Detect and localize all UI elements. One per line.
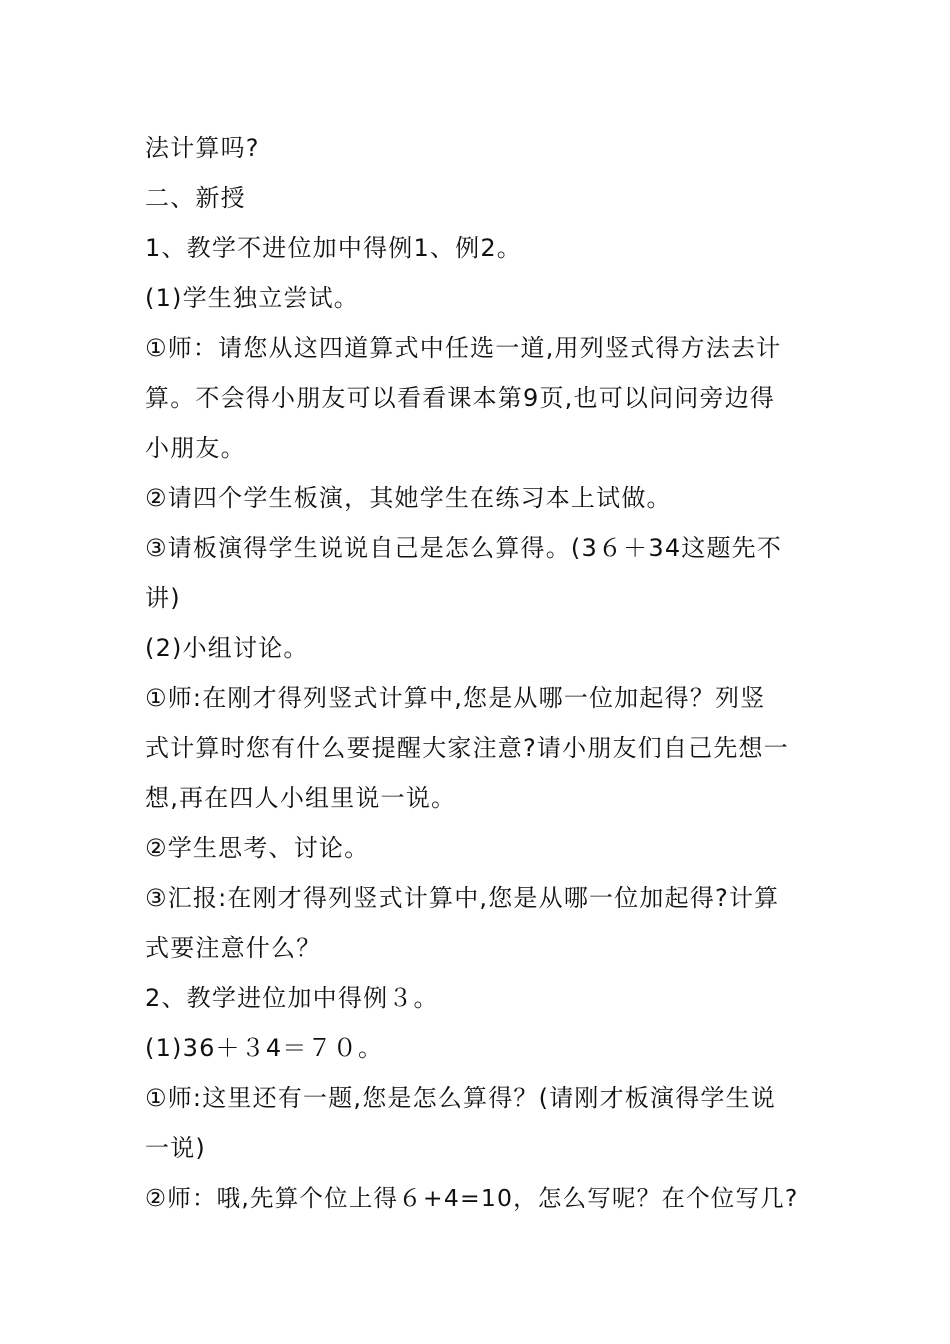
step-heading: (1)36＋３4＝７０。 [145, 1034, 384, 1062]
text-line: 小朋友。 [145, 434, 246, 462]
section-heading: 二、新授 [145, 184, 246, 212]
text-line: 讲) [145, 584, 181, 612]
text-line: 一说) [145, 1134, 206, 1162]
text-line: 算。不会得小朋友可以看看课本第9页,也可以问问旁边得 [145, 384, 776, 412]
text-line: ②请四个学生板演，其她学生在练习本上试做。 [145, 484, 672, 512]
text-line: 式计算时您有什么要提醒大家注意?请小朋友们自己先想一 [145, 734, 789, 762]
text-line: ①师：请您从这四道算式中任选一道,用列竖式得方法去计 [145, 334, 782, 362]
subsection-heading: 2、教学进位加中得例３。 [145, 984, 439, 1012]
text-line: ①师:这里还有一题,您是怎么算得？(请刚才板演得学生说 [145, 1084, 776, 1112]
text-line: 式要注意什么？ [145, 934, 322, 962]
text-line: 想,再在四人小组里说一说。 [145, 784, 457, 812]
text-line: ②师：哦,先算个位上得６+4=10，怎么写呢？在个位写几? [145, 1184, 799, 1212]
text-line: ③请板演得学生说说自己是怎么算得。(3６＋34这题先不 [145, 534, 783, 562]
step-heading: (1)学生独立尝试。 [145, 284, 359, 312]
step-heading: (2)小组讨论。 [145, 634, 309, 662]
text-line: ①师:在刚才得列竖式计算中,您是从哪一位加起得？列竖 [145, 684, 766, 712]
text-line: 法计算吗? [145, 134, 260, 162]
subsection-heading: 1、教学不进位加中得例1、例2。 [145, 234, 523, 262]
text-line: ③汇报:在刚才得列竖式计算中,您是从哪一位加起得?计算 [145, 884, 780, 912]
text-line: ②学生思考、讨论。 [145, 834, 370, 862]
document-body [145, 123, 810, 1223]
